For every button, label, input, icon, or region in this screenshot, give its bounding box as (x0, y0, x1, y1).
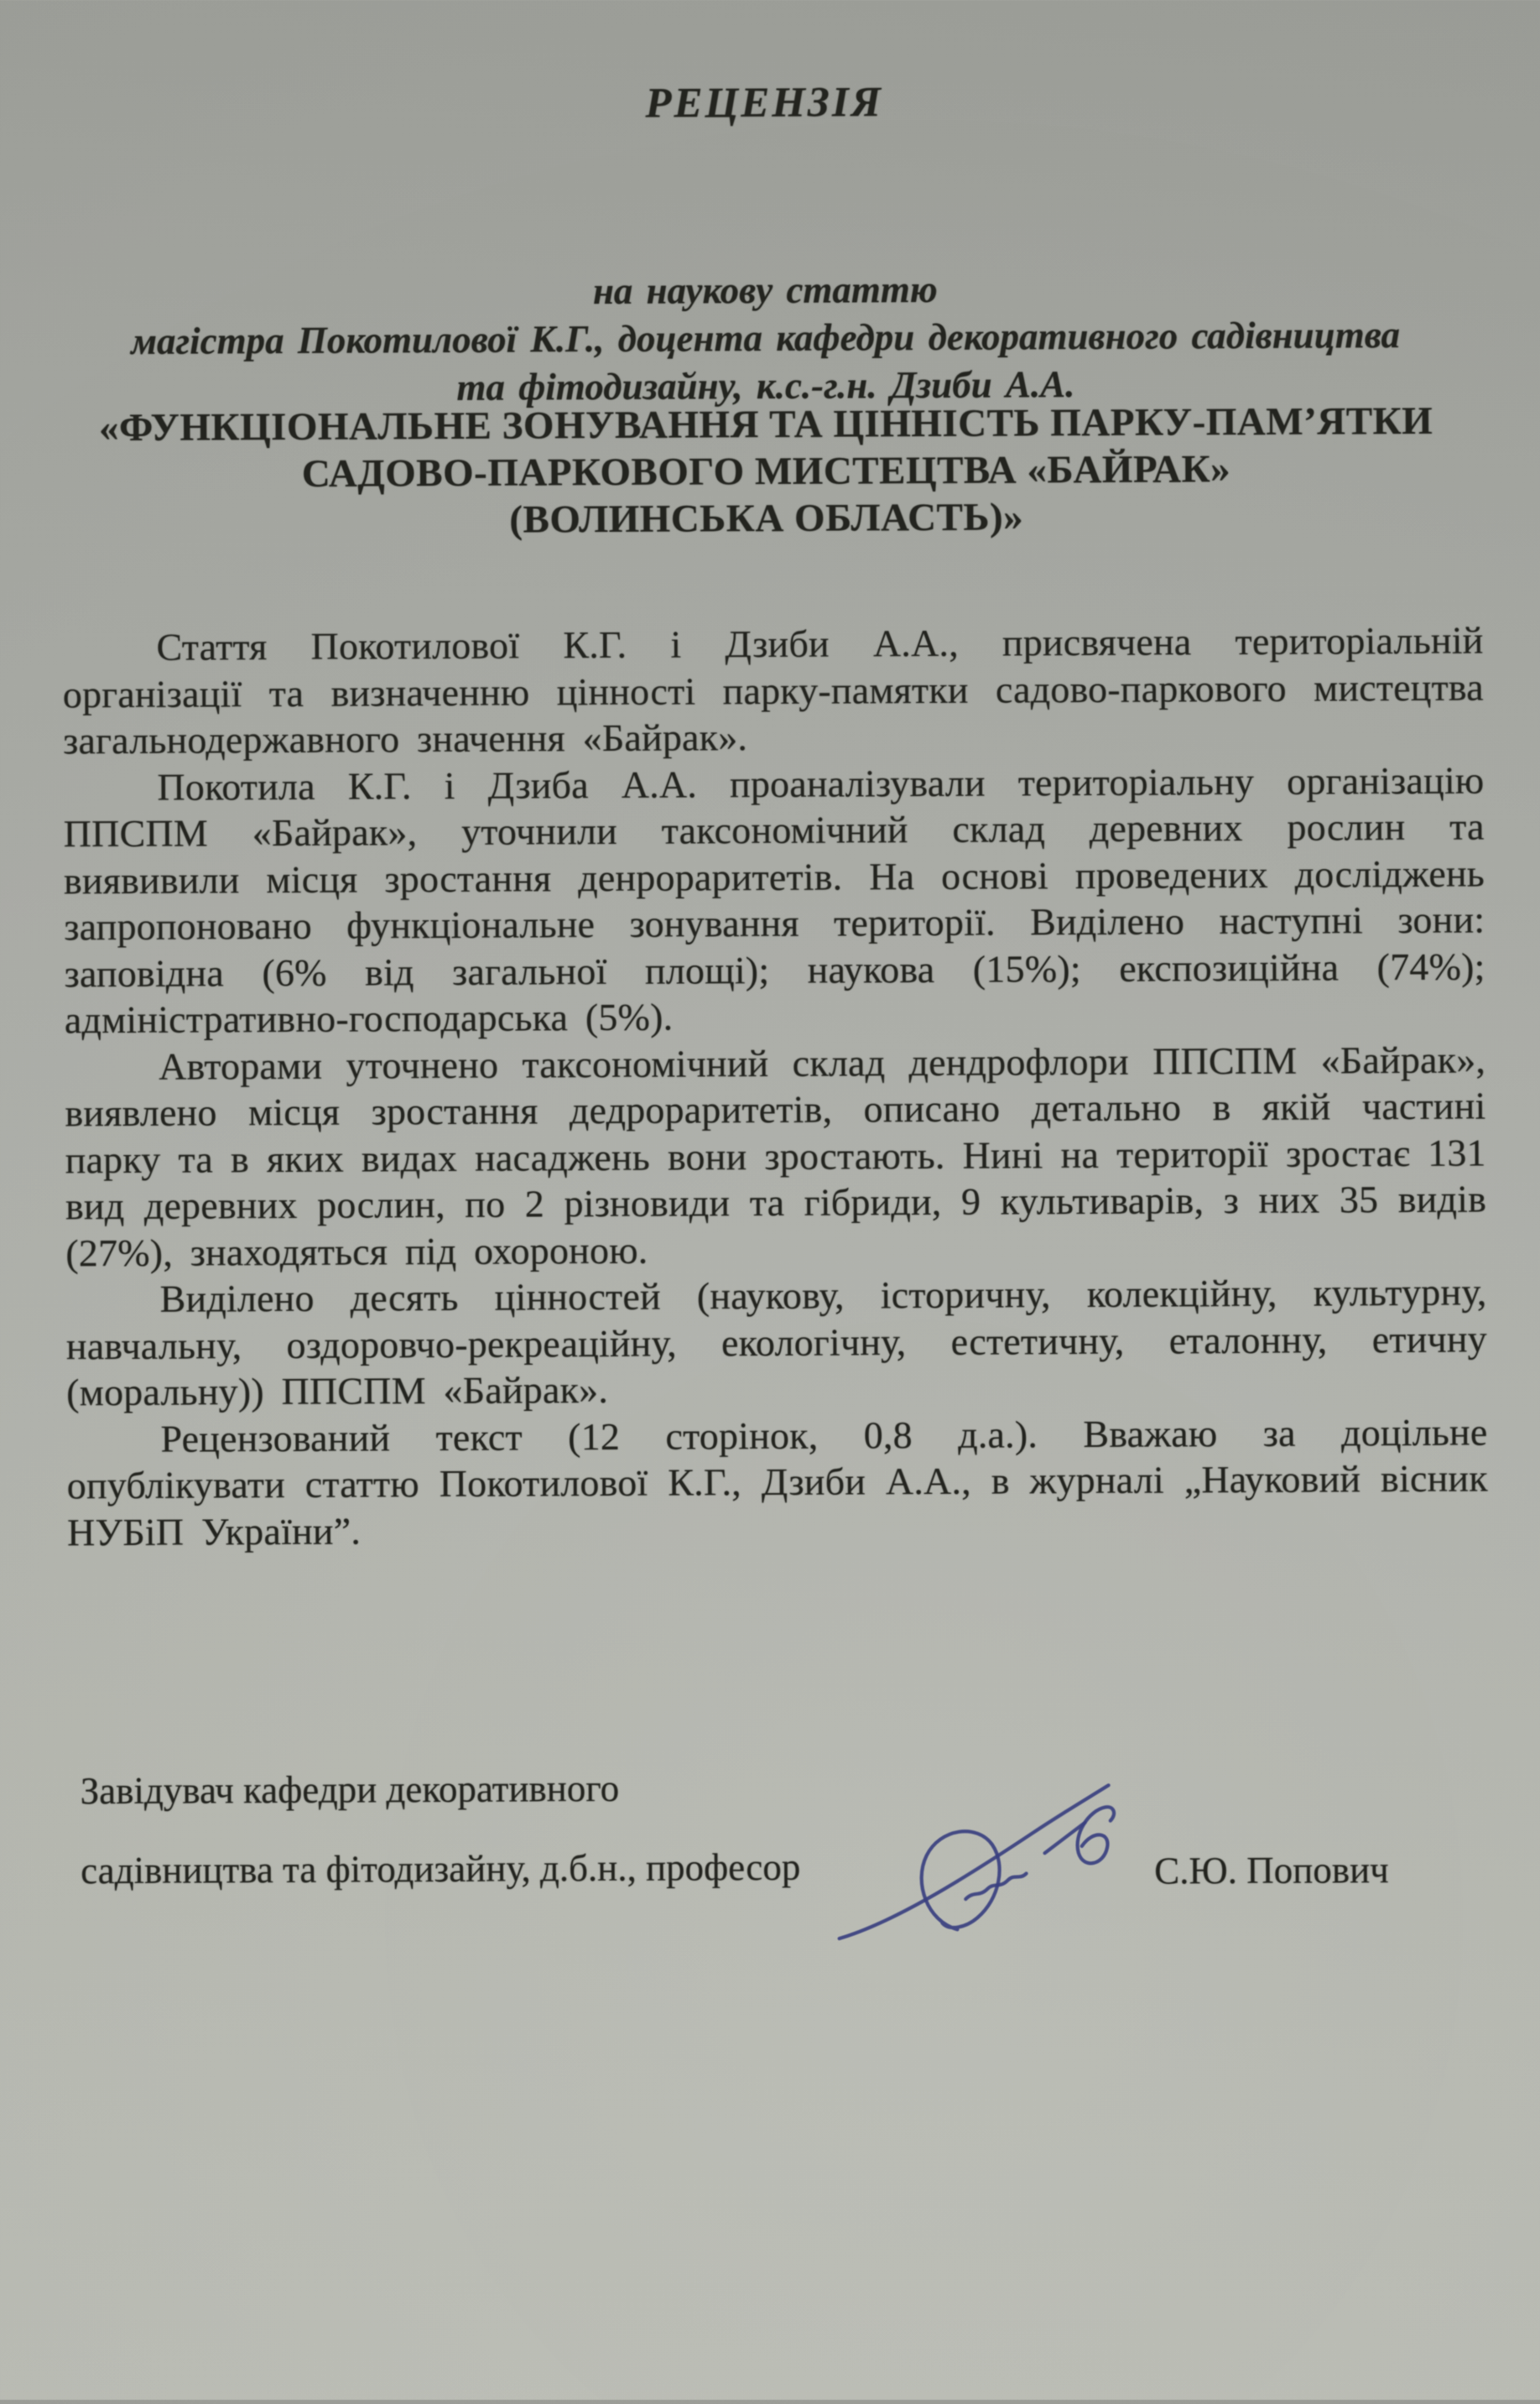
signature-position-line-2: садівництва та фітодизайну, д.б.н., професор (81, 1845, 801, 1892)
subtitle-line-2: магістра Покотилової К.Г., доцента кафедри декоративного садівництва (131, 314, 1401, 362)
signature-name: С.Ю. Попович (1154, 1849, 1389, 1892)
signature-position-line-1: Завідувач кафедри декоративного (80, 1767, 620, 1813)
article-title-line-2: САДОВО-ПАРКОВОГО МИСТЕЦТВА «БАЙРАК» (301, 447, 1231, 496)
review-body (62, 617, 1488, 1556)
handwritten-signature-icon (832, 1770, 1120, 1958)
article-title-line-3: (ВОЛИНСЬКА ОБЛАСТЬ)» (509, 495, 1024, 542)
article-title-line-1: «ФУНКЦІОНАЛЬНЕ ЗОНУВАННЯ ТА ЦІННІСТЬ ПАРКУ-ПАМ’ЯТКИ (98, 398, 1433, 450)
review-title: РЕЦЕНЗІЯ (645, 79, 884, 127)
paragraph-5: Рецензований текст (12 сторінок, 0,8 д.а.). Вважаю за доцільне опублікувати статтю Покотилової К.Г., Дзиби А.А., в журналі „Науковий вісник НУБіП України”. (66, 1410, 1488, 1553)
paragraph-3: Авторами уточнено таксономічний склад дендрофлори ППСПМ «Байрак», виявлено місця зростання дедрораритетів, описано детально в якій частині парку та в яких видах насаджень вони зростають. Нині на території зростає 131 вид деревних рослин, по 2 різновиди та гібриди, 9 культиварів, з них 35 видів (27%), знаходяться під охороною. (65, 1038, 1487, 1274)
subtitle-line-1: на наукову статтю (592, 268, 938, 313)
paragraph-2: Покотила К.Г. і Дзиба А.А. проаналізували територіальну організацію ППСПМ «Байрак», уточнили таксономічний склад деревних рослин та виявивили місця зростання денрораритетів. На основі проведених досліджень запропоновано функціональне зонування території. Виділено наступні зони: заповідна (6% від загальної площі); наукова (15%); експозиційна (74%); адміністративно-господарська (5%). (63, 758, 1485, 1042)
review-subtitle (0, 263, 1536, 414)
subtitle-line-3: та фітодизайну, к.с.-г.н. Дзиби А.А. (456, 363, 1075, 408)
paragraph-1: Стаття Покотилової К.Г. і Дзиби А.А., присвячена територіальній організації та визначенню цінності парку-памятки садово-паркового мистецтва загальнодержавного значення «Байрак». (62, 618, 1484, 762)
paragraph-4: Виділено десять цінностей (наукову, історичну, колекційну, культурну, навчальну, оздоровчо-рекреаційну, екологічну, естетичну, еталонну, етичну (моральну)) ППСПМ «Байрак». (65, 1270, 1488, 1414)
article-title (0, 397, 1537, 546)
